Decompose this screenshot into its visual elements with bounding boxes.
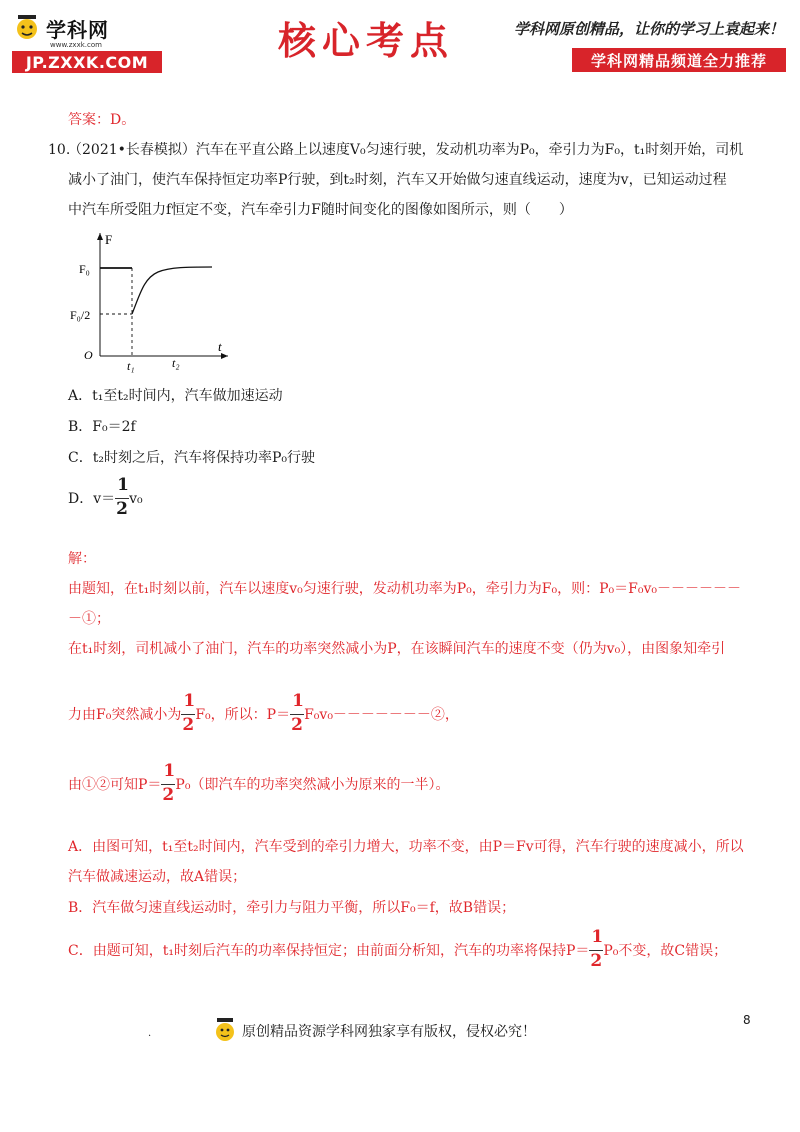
question-line-3: 中汽车所受阻力f恒定不变，汽车牵引力F随时间变化的图像如图所示，则（ ） [68,202,573,218]
header-banner: 学科网精品频道全力推荐 [572,48,786,72]
logo-text: 学科网 [46,17,109,42]
mascot-icon [212,1017,238,1045]
solution-line-6: A．由图可知，t₁至t₂时间内，汽车受到的牵引力增大，功率不变，由P＝Fv可得，汽车行驶的速度减小，所以 [68,839,744,855]
solution-line-1: 由题知，在t₁时刻以前，汽车以速度v₀匀速行驶，发动机功率为P₀，牵引力为F₀，则：P₀＝F₀v₀－－－－－－ [68,581,741,597]
solution-line-4: 力由F₀突然减小为 $\frac{1}{2}$ F₀，所以：P＝ $\frac{1}{2}$ F₀v₀－－－－－－－②， [68,691,459,735]
t2-label: t₂ [172,356,180,370]
question-number: 10. [48,142,71,158]
question-line-1: （2021•长春模拟）汽车在平直公路上以速度V₀匀速行驶，发动机功率为P₀，牵引力为F₀，t₁时刻开始，司机 [68,142,744,158]
option-a: A．t₁至t₂时间内，汽车做加速运动 [68,388,283,404]
previous-answer: 答案：D。 [68,112,136,128]
t1-label: t₁ [127,359,135,373]
option-c: C．t₂时刻之后，汽车将保持功率P₀行驶 [68,450,315,466]
mascot-icon [12,13,42,43]
option-b: B．F₀＝2f [68,419,136,435]
header-slogan: 学科网原创精品，让你的学习上袁起来！ [514,20,785,38]
x-axis-label: t [218,339,222,354]
solution-line-9: C．由题可知，t₁时刻后汽车的功率保持恒定；由前面分析知，汽车的功率将保持P＝ $\frac{1}{2}$ P₀不变，故C错误； [68,927,728,971]
fraction-half: $\frac{1}{2}$ [590,927,604,971]
site-logo [12,12,162,74]
fraction-half: $\frac{1}{2}$ [162,761,176,805]
option-d-prefix: D．v＝ [68,491,116,507]
logo-url-banner: JP.ZXXK.COM [12,51,162,73]
solution-line-7: 汽车做减速运动，故A错误； [68,869,247,885]
y-axis-label: F [105,232,113,247]
fraction-half: $\frac{1}{2}$ [116,475,129,519]
f0-label: F₀ [79,262,90,276]
half-f0-label: F₀/2 [70,308,91,322]
page-number: 8 [743,1013,751,1027]
footer-dot: . [148,1028,152,1039]
force-time-graph [70,228,240,378]
question-line-2: 减小了油门，使汽车保持恒定功率P行驶，到t₂时刻，汽车又开始做匀速直线运动，速度为v，已知运动过程 [68,172,727,188]
solution-line-5: 由①②可知P＝ $\frac{1}{2}$ P₀（即汽车的功率突然减小为原来的一半）。 [68,761,450,805]
footer [212,1017,536,1045]
force-curve [132,267,212,314]
y-axis-arrow [97,233,103,240]
fraction-half: $\frac{1}{2}$ [291,691,304,735]
solution-line-2: －①； [68,611,110,627]
solution-label: 解： [68,551,96,567]
solution-line-3: 在t₁时刻，司机减小了油门，汽车的功率突然减小为P，在该瞬间汽车的速度不变（仍为v₀），由图象知牵引 [68,641,726,657]
page-title: 核心考点 [278,19,455,63]
option-d [68,475,143,519]
footer-copyright: 原创精品资源学科网独家享有版权，侵权必究！ [242,1024,536,1040]
x-axis-arrow [221,353,228,359]
fraction-half: $\frac{1}{2}$ [182,691,196,735]
origin-label: O [84,348,93,362]
solution-line-8: B．汽车做匀速直线运动时，牵引力与阻力平衡，所以F₀＝f，故B错误； [68,900,516,916]
logo-small-url: www.zxxk.com [50,41,102,49]
option-d-suffix: v₀ [129,491,143,507]
